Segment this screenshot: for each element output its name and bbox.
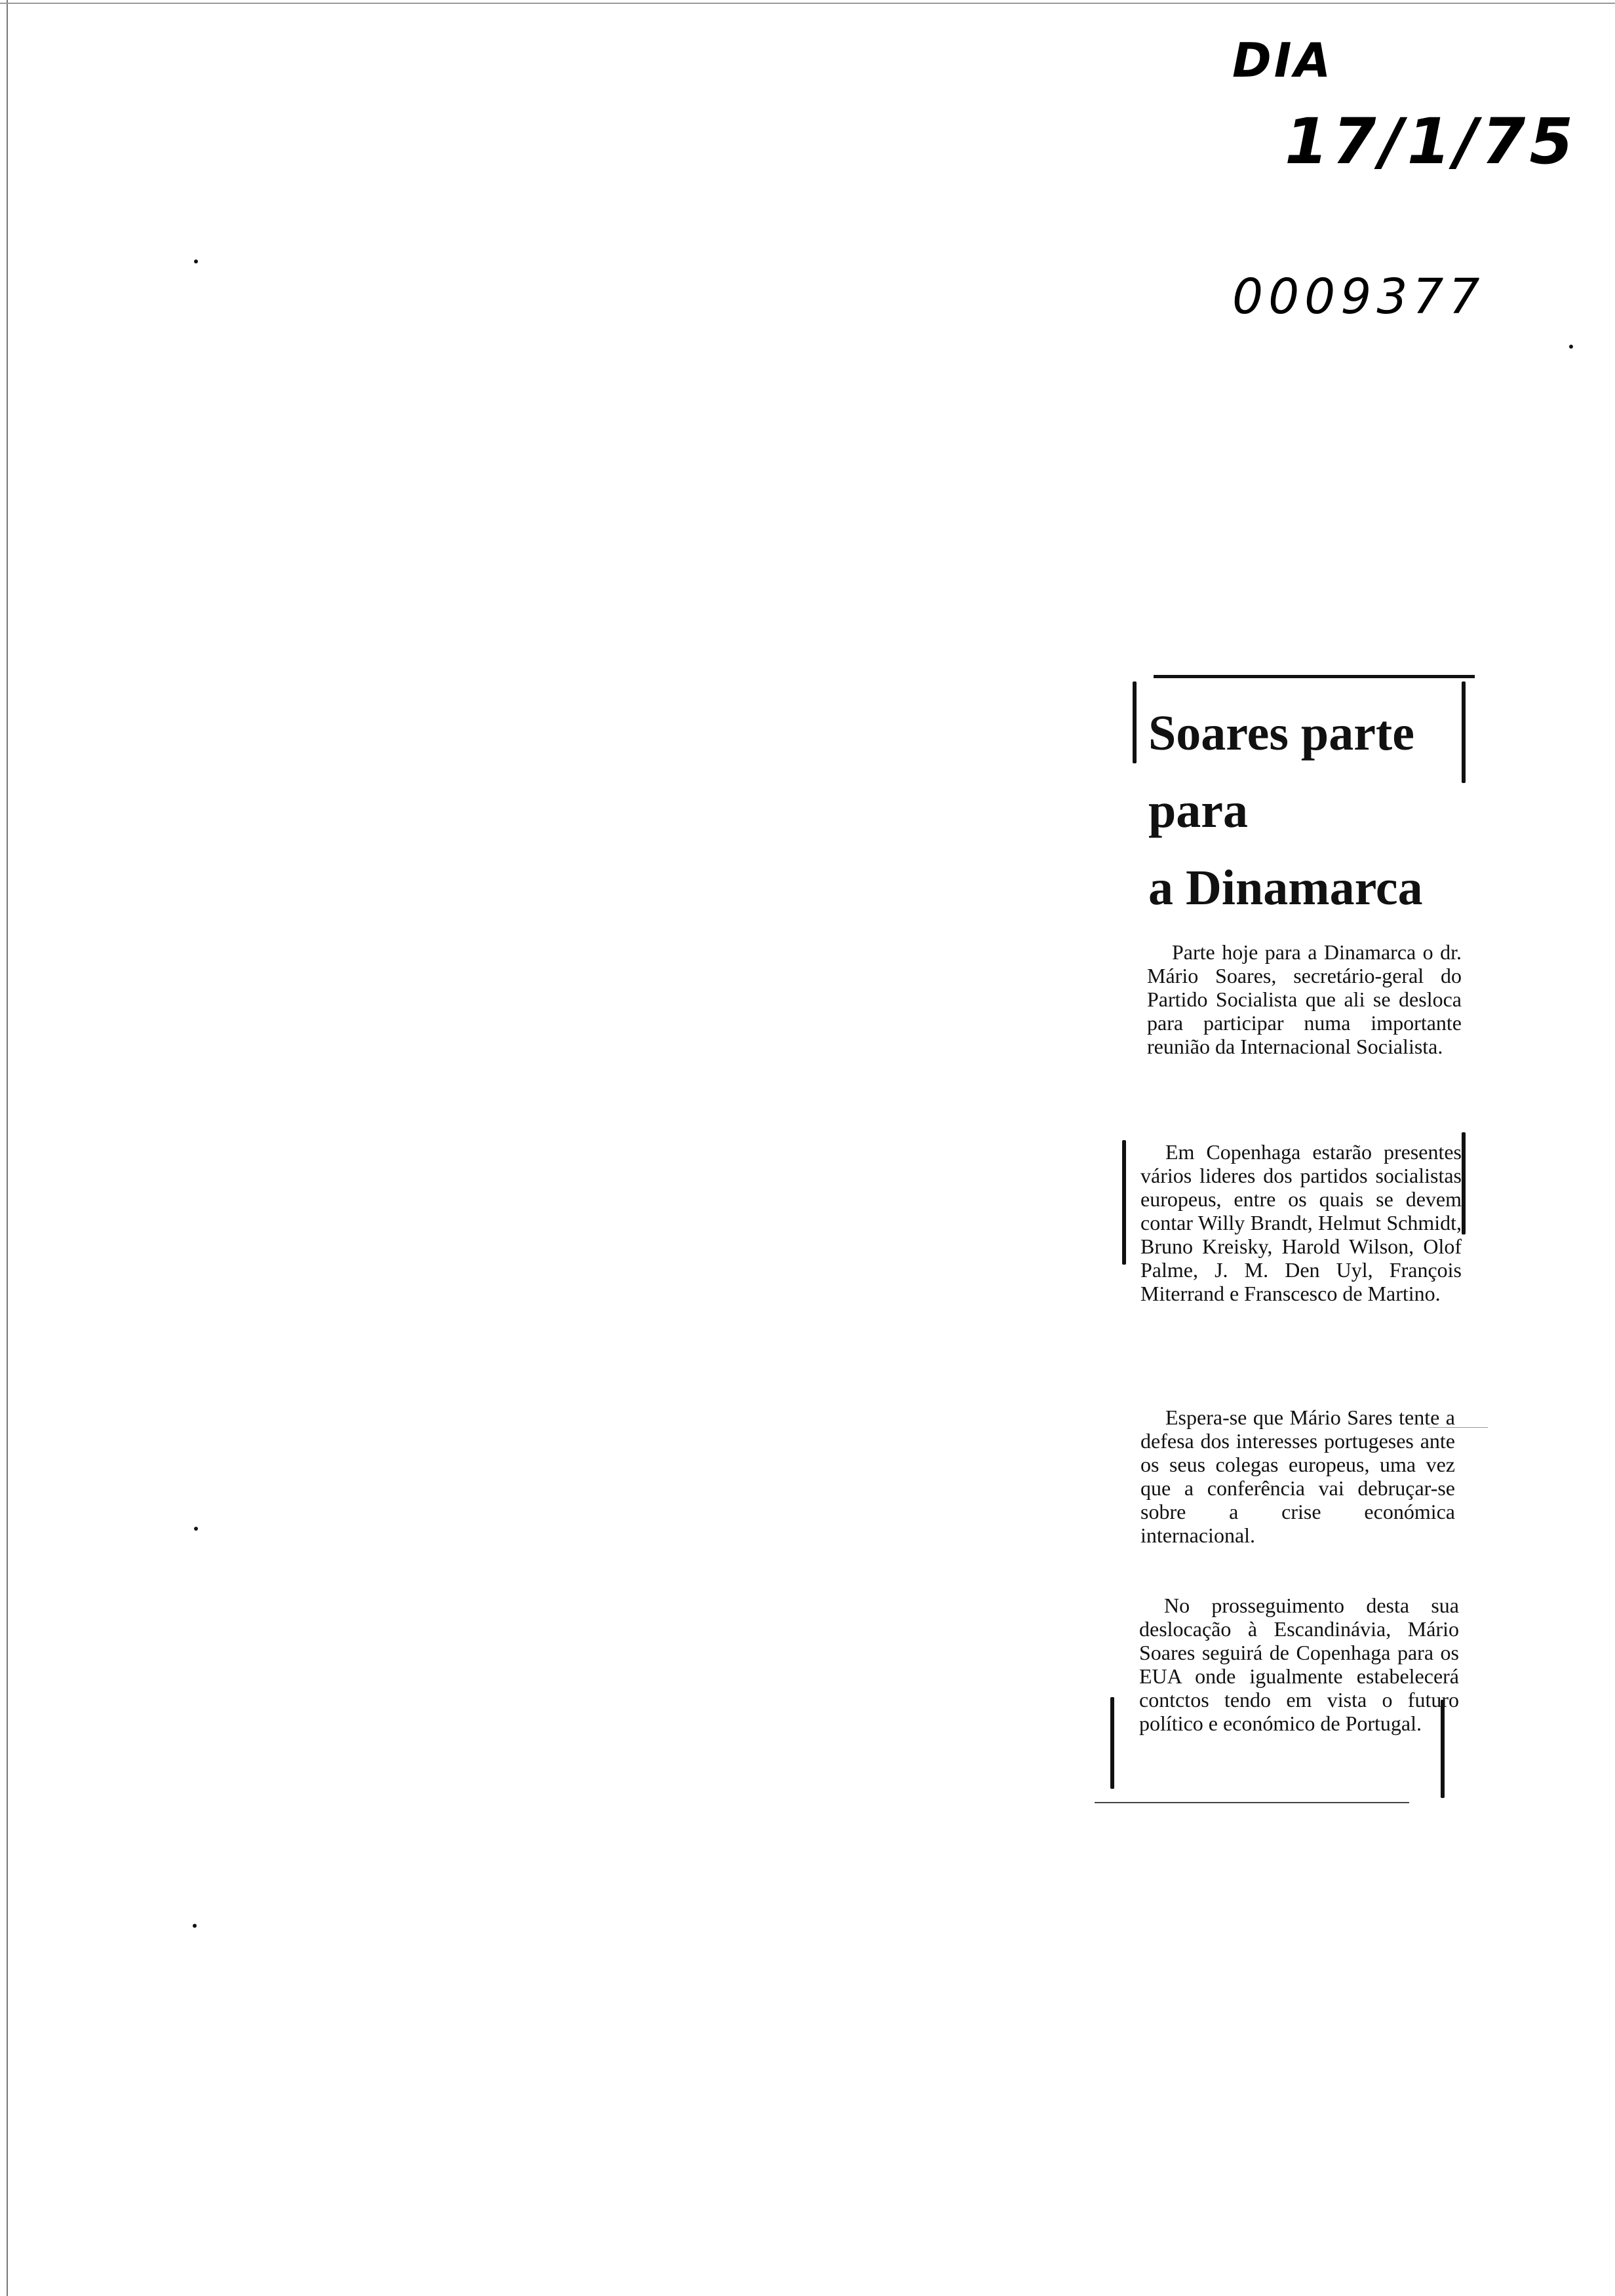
article-paragraph: Parte hoje para a Dinamarca o dr. Mário Soares, secretário-geral do Partido Socialista que ali se desloca para participar numa importante reunião da Internacional Socialista. bbox=[1147, 940, 1462, 1058]
clipping-left-bar bbox=[1133, 681, 1137, 763]
clipping-left-bar bbox=[1122, 1140, 1126, 1265]
handwritten-source: DIA bbox=[1232, 33, 1334, 88]
scan-speck bbox=[194, 1527, 198, 1531]
clipping-bottom-rule bbox=[1095, 1802, 1409, 1803]
article-headline bbox=[1148, 695, 1476, 927]
headline-line: a Dinamarca bbox=[1148, 860, 1423, 915]
scan-left-edge bbox=[7, 0, 8, 2296]
clipping-top-rule bbox=[1154, 675, 1475, 678]
headline-line: para bbox=[1148, 783, 1248, 838]
article-paragraph: Espera-se que Mário Sares tente a defesa dos interesses portugeses ante os seus colegas europeus, uma vez que a conferência vai debruçar-se sobre a crise económica internacional. bbox=[1140, 1406, 1455, 1547]
scan-speck bbox=[193, 1924, 197, 1928]
scan-speck bbox=[1569, 345, 1573, 349]
newspaper-clipping bbox=[1088, 662, 1481, 1822]
scan-top-edge bbox=[0, 3, 1615, 4]
handwritten-document-number: 0009377 bbox=[1232, 269, 1485, 325]
headline-line: Soares parte bbox=[1148, 706, 1414, 761]
article-paragraph: Em Copenhaga estarão presentes vários lideres dos partidos socialistas europeus, entre os quais se devem contar Willy Brandt, Helmut Schmidt, Bruno Kreisky, Harold Wilson, Olof Palme, J. M. Den Uyl, François Miterrand e Franscesco de Martino. bbox=[1140, 1140, 1462, 1305]
scan-speck bbox=[194, 259, 198, 263]
article-paragraph: No prosseguimento desta sua deslocação à Escandinávia, Mário Soares seguirá de Copenhaga para os EUA onde igualmente estabelecerá contctos tendo em vista o futuro político e económico de Portugal. bbox=[1139, 1594, 1459, 1735]
clipping-right-bar bbox=[1462, 1132, 1466, 1234]
handwritten-date: 17/1/75 bbox=[1285, 105, 1578, 178]
clipping-left-bar bbox=[1110, 1697, 1114, 1789]
